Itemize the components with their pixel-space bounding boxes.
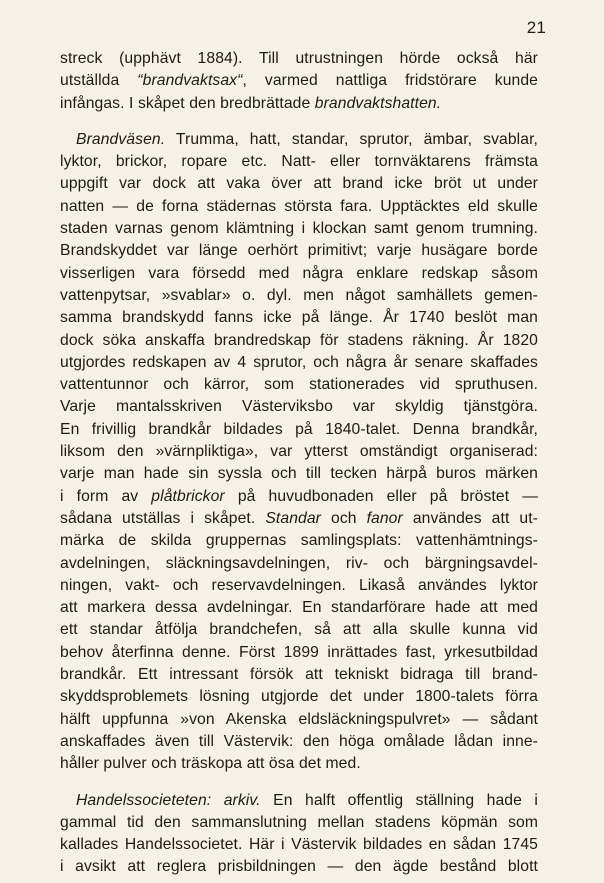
body-text: infångas. I skåpet den bredbrättade bbox=[60, 94, 315, 112]
body-text: ningen, vakt- och reservavdelningen. Likaså användes lyktor bbox=[60, 576, 538, 594]
text-line bbox=[60, 597, 538, 619]
text-line bbox=[60, 352, 538, 374]
text-line bbox=[60, 151, 538, 173]
page-content bbox=[60, 48, 538, 879]
text-line bbox=[60, 173, 538, 195]
text-line bbox=[60, 463, 538, 485]
body-text: märka de skilda gruppernas samlingsplats: vattenhämtnings- bbox=[60, 532, 538, 550]
body-text: på huvudbonaden eller på bröstet — bbox=[224, 487, 538, 505]
body-text: behov återfinna denne. Först 1899 inrättades fast, yrkesutbildad bbox=[60, 643, 538, 661]
body-text: i avsikt att reglera prisbildningen — den ägde bestånd blott bbox=[60, 858, 538, 876]
text-line bbox=[60, 508, 538, 530]
body-text: staden varnas genom klämtning i klockan samt genom trumning. bbox=[60, 220, 538, 238]
body-text: , varmed nattliga fridstörare kunde bbox=[242, 72, 538, 90]
text-line bbox=[60, 396, 538, 418]
text-line bbox=[60, 441, 538, 463]
text-line bbox=[60, 486, 538, 508]
text-line bbox=[60, 70, 538, 92]
text-line bbox=[60, 218, 538, 240]
italic-text: plåtbrickor bbox=[151, 487, 225, 505]
body-text: natten — de forna städernas största fara. Upptäcktes eld skulle bbox=[60, 197, 538, 215]
text-line bbox=[60, 93, 538, 115]
body-text: lyktor, brickor, ropare etc. Natt- eller tornväktarens främsta bbox=[60, 153, 538, 171]
body-text: hälft uppfunna »von Akenska eldsläckningspulvret» — sådant bbox=[60, 710, 538, 728]
page-number: 21 bbox=[526, 18, 546, 37]
text-line bbox=[60, 575, 538, 597]
body-text: ett standar åtfölja brandchefen, så att alla skulle kunna vid bbox=[60, 621, 538, 639]
body-text: användes att ut- bbox=[402, 509, 538, 527]
body-text: vattenpytsar, »svablar» o. dyl. men något samhällets gemen- bbox=[60, 286, 538, 304]
body-text: och bbox=[321, 509, 367, 527]
text-line bbox=[60, 285, 538, 307]
text-line bbox=[60, 129, 538, 151]
paragraph bbox=[60, 790, 538, 879]
text-line bbox=[60, 834, 538, 856]
body-text: Trumma, hatt, standar, sprutor, ämbar, svablar, bbox=[165, 130, 538, 148]
body-text: sådana utställas i skåpet. bbox=[60, 509, 266, 527]
text-line bbox=[60, 753, 538, 775]
body-text: streck (upphävt 1884). Till utrustningen hörde också här bbox=[60, 50, 538, 67]
text-line bbox=[60, 530, 538, 552]
body-text: brandkår. Ett intressant försök att tekniskt bidraga till brand- bbox=[60, 666, 538, 684]
text-line bbox=[60, 240, 538, 262]
text-line bbox=[60, 48, 538, 70]
text-line bbox=[60, 856, 538, 878]
body-text: uppgift var dock att vaka över att brand icke bröt ut under bbox=[60, 175, 538, 193]
text-line bbox=[60, 731, 538, 753]
body-text: visserligen vara försedd med några enklare redskap såsom bbox=[60, 264, 538, 282]
text-line bbox=[60, 307, 538, 329]
paragraph-gap bbox=[60, 115, 538, 129]
body-text: liksom den »värnpliktiga», var ytterst omständigt organiserad: bbox=[60, 443, 538, 461]
body-text: avdelningen, släckningsavdelningen, riv- och bärgningsavdel- bbox=[60, 554, 538, 572]
italic-text: “brandvaktsax“ bbox=[137, 72, 243, 90]
body-text: i form av bbox=[60, 487, 152, 505]
text-line bbox=[60, 619, 538, 641]
body-text: anskaffades även till Västervik: den höga omålade lådan inne- bbox=[60, 732, 538, 750]
text-line bbox=[60, 812, 538, 834]
body-text: varje man hade sin syssla och till tecken härpå buros märken bbox=[60, 465, 538, 483]
body-text: dock söka anskaffa brandredskap för stadens räkning. År 1820 bbox=[60, 331, 538, 349]
italic-text: Standar bbox=[265, 509, 321, 527]
italic-text: fanor bbox=[366, 509, 403, 527]
text-line bbox=[60, 790, 538, 812]
body-text: gammal tid den sammanslutning mellan stadens köpmän som bbox=[60, 813, 538, 831]
body-text: samma brandskydd fanns icke på länge. År 1740 beslöt man bbox=[60, 309, 538, 327]
text-line bbox=[60, 330, 538, 352]
body-text: vattentunnor och kärror, som stationerades vid spruthusen. bbox=[60, 376, 538, 394]
text-line bbox=[60, 263, 538, 285]
text-line bbox=[60, 686, 538, 708]
text-line bbox=[60, 709, 538, 731]
body-text: Brandskyddet var länge oerhört primitivt; varje husägare borde bbox=[60, 242, 538, 260]
body-text: En halft offentlig ställning hade i bbox=[260, 791, 538, 809]
body-text: att markera dessa avdelningar. En standarförare hade att med bbox=[60, 599, 538, 617]
italic-text: Handelssocieteten: arkiv. bbox=[76, 791, 261, 809]
text-line bbox=[60, 419, 538, 441]
text-line bbox=[60, 196, 538, 218]
body-text: skyddsproblemets lösning utgjorde det under 1800-talets förra bbox=[60, 688, 538, 706]
body-text: utställda bbox=[60, 72, 138, 90]
paragraph-gap bbox=[60, 776, 538, 790]
italic-text: brandvaktshatten. bbox=[314, 94, 442, 112]
body-text: håller pulver och träskopa att ösa det med. bbox=[60, 755, 361, 773]
body-text: utgjordes redskapen av 4 sprutor, och några år senare skaffades bbox=[60, 353, 538, 371]
text-line bbox=[60, 642, 538, 664]
paragraph bbox=[60, 129, 538, 776]
paragraph bbox=[60, 48, 538, 115]
text-line bbox=[60, 664, 538, 686]
body-text: Varje mantalsskriven Västerviksbo var skyldig tjänstgöra. bbox=[60, 398, 538, 416]
body-text: kallades Handelssocietet. Här i Västervik bildades en sådan 1745 bbox=[60, 836, 538, 854]
text-line bbox=[60, 553, 538, 575]
italic-text: Brandväsen. bbox=[76, 130, 166, 148]
text-line bbox=[60, 374, 538, 396]
body-text: En frivillig brandkår bildades på 1840-talet. Denna brandkår, bbox=[60, 420, 538, 438]
